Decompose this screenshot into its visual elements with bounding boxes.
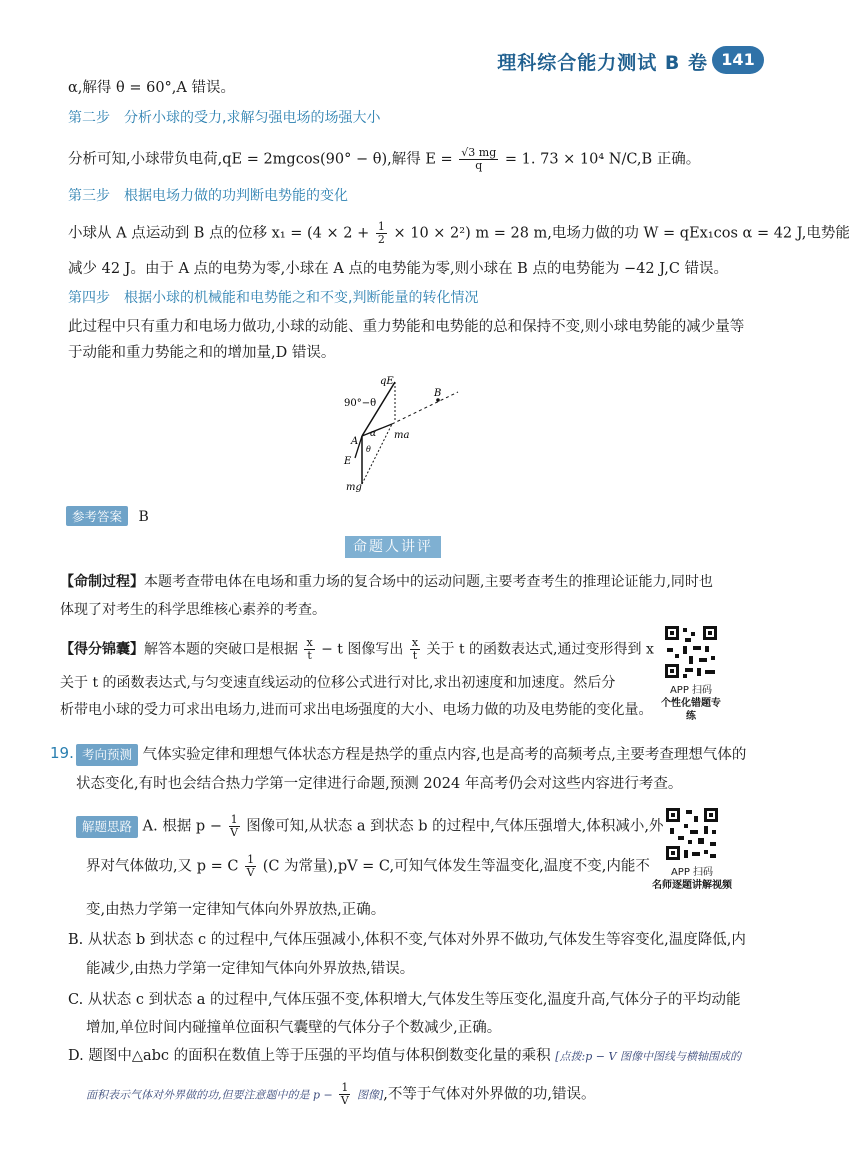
text-segment: = 1. 73 × 10⁴ N/C,B 正确。 [504,151,701,168]
text-segment: 分析可知,小球带负电荷,qE = 2mgcos(90° − θ),解得 E = [68,151,453,168]
page-number: 141 [712,46,764,74]
label-B: B [434,388,442,399]
label-angle: 90°−θ [344,398,377,409]
solution-tag: 解题思路 [76,816,138,838]
hint-note: 面积表示气体对外界做的功,但要注意题中的是 p − [86,1088,333,1102]
qr-caption-1: APP 扫码 [670,867,714,878]
comment-line: 体现了对考生的科学思维核心素养的考查。 [60,602,326,618]
fraction [459,147,498,172]
option-d-line [68,1046,741,1067]
forecast-tag: 考向预测 [76,744,138,766]
text-line: 变,由热力学第一定律知气体向外界放热,正确。 [86,902,386,918]
text-segment: 图像可知,从状态 a 到状态 b 的过程中,气体压强增大,体积减小,外 [246,818,664,835]
text-line: 于动能和重力势能之和的增加量,D 错误。 [68,345,336,361]
qr-code-icon[interactable] [663,624,719,680]
fraction [304,637,314,662]
comment-tag: 【得分锦囊】 [60,641,144,658]
qr-code-icon[interactable] [664,806,720,862]
text-segment: (C 为常量),pV = C,可知气体发生等温变化,温度不变,内能不 [262,858,650,875]
comment-line [60,637,654,662]
force-diagram [330,372,470,496]
comment-text: 解答本题的突破口是根据 [144,641,298,658]
fraction-denominator: t [412,649,418,662]
text-line [68,221,850,246]
comment-text: 本题考查带电体在电场和重力场的复合场中的运动问题,主要考查考生的推理论证能力,同时也 [144,574,713,590]
qr-caption-1: APP 扫码 [669,685,713,696]
comment-text: 关于 t 的函数表达式,通过变形得到 x [426,641,654,658]
label-mg: mg [346,482,362,493]
step-heading-2: 第二步 分析小球的受力,求解匀强电场的场强大小 [68,110,381,126]
step-heading-3: 第三步 根据电场力做的功判断电势能的变化 [68,188,348,204]
text-segment: 气体实验定律和理想气体状态方程是热学的重点内容,也是高考的高频考点,主要考查理想气体的 [142,747,747,763]
dashed-line [362,424,392,484]
hint-note: 图像] [356,1088,384,1102]
text-line: 增加,单位时间内碰撞单位面积气囊壁的气体分子个数减少,正确。 [86,1020,502,1036]
text-segment: 小球从 A 点运动到 B 点的位移 x₁ = (4 × 2 + [68,225,370,242]
label-A: A [351,436,359,447]
fraction-denominator: V [340,1094,349,1107]
fraction [229,814,240,839]
answer-row [66,506,149,526]
text-line: α,解得 θ = 60°,A 错误。 [68,80,235,96]
text-line [76,744,746,766]
qr-block-2[interactable] [650,806,734,892]
answer-value: B [138,509,149,525]
comment-line [60,572,713,592]
text-line: 状态变化,有时也会结合热力学第一定律进行命题,预测 2024 年高考仍会对这些内容进行考查。 [76,776,683,792]
text-line [76,814,664,839]
fraction [339,1082,350,1107]
fraction-numerator: x [411,636,419,649]
fraction-denominator: V [246,866,255,879]
fraction-numerator: 1 [230,813,238,826]
qr-block-1[interactable] [658,624,724,723]
option-b-line: B. 从状态 b 到状态 c 的过程中,气体压强减小,体积不变,气体对外界不做功,气体发生等容变化,温度降低,内 [68,932,746,948]
label-ma: ma [394,430,410,441]
qr-caption-2: 个性化错题专练 [661,698,721,722]
fraction-numerator: x [306,636,313,649]
commentary-banner: 命题人讲评 [345,536,441,558]
label-E: E [344,456,352,467]
text-line [68,147,700,172]
page-header-title: 理科综合能力测试 B 卷 [497,52,708,74]
text-line: 此过程中只有重力和电场力做功,小球的动能、重力势能和电势能的总和保持不变,则小球电势能的减少量等 [68,319,745,335]
fraction-numerator: 1 [377,220,385,233]
fraction-denominator: q [475,159,483,172]
text-segment: ,不等于气体对外界做的功,错误。 [383,1086,596,1103]
text-line [86,854,650,879]
fraction-numerator: √3 mg [461,146,497,159]
text-line: 减少 42 J。由于 A 点的电势为零,小球在 A 点的电势能为零,则小球在 B 点的电势能为 −42 J,C 错误。 [68,261,729,277]
fraction [410,637,420,662]
qE-vector [362,382,395,436]
text-segment: 界对气体做功,又 p = C [86,858,239,875]
comment-line: 关于 t 的函数表达式,与匀变速直线运动的位移公式进行对比,求出初速度和加速度。然后分 [60,675,616,691]
fraction [376,221,387,246]
fraction-denominator: V [230,826,239,839]
trajectory-line [392,392,458,424]
label-qE: qE [380,376,394,387]
qr-caption-2: 名师逐题讲解视频 [652,880,732,891]
text-line [86,1082,595,1107]
fraction [245,854,256,879]
answer-tag: 参考答案 [66,506,128,526]
step-heading-4: 第四步 根据小球的机械能和电势能之和不变,判断能量的转化情况 [68,290,479,306]
fraction-denominator: 2 [377,233,385,246]
fraction-denominator: t [307,649,312,662]
text-segment: × 10 × 2²) m = 28 m,电场力做的功 W = qEx₁cos α = 42 J,电势能 [393,225,850,242]
fraction-numerator: 1 [341,1081,349,1094]
text-line: 能减少,由热力学第一定律知气体向外界放热,错误。 [86,961,415,977]
text-segment: A. 根据 p − [142,818,222,835]
label-theta: θ [366,445,371,454]
comment-line: 析带电小球的受力可求出电场力,进而可求出电场强度的大小、电场力做的功及电势能的变化量。 [60,702,653,718]
text-segment: D. 题图中△abc 的面积在数值上等于压强的平均值与体积倒数变化量的乘积 [68,1048,551,1064]
comment-text: − t 图像写出 [321,641,404,658]
label-alpha: α [370,429,377,439]
question-number: 19. [50,744,74,762]
hint-note: [点拨:p − V 图像中图线与横轴围成的 [555,1050,741,1063]
fraction-numerator: 1 [247,853,255,866]
option-c-line: C. 从状态 c 到状态 a 的过程中,气体压强不变,体积增大,气体发生等压变化,温度升高,气体分子的平均动能 [68,992,741,1008]
comment-tag: 【命制过程】 [60,574,144,590]
